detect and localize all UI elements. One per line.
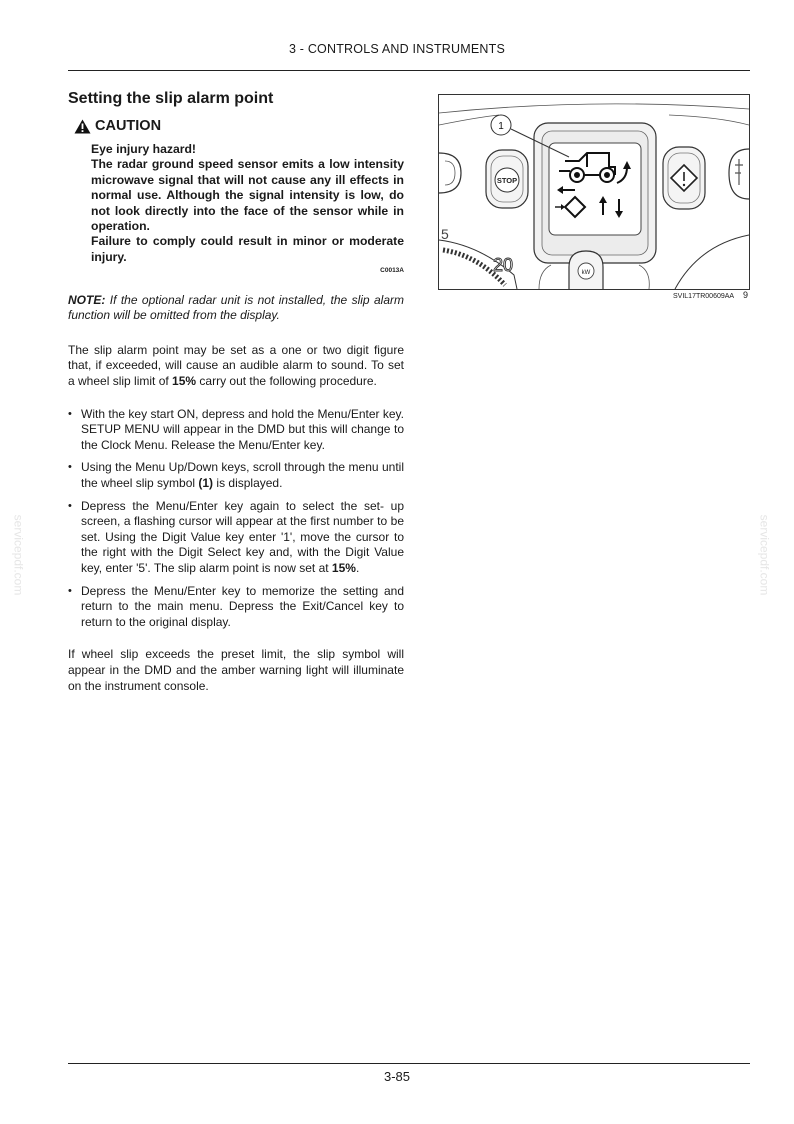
- procedure-list: [68, 407, 404, 631]
- caution-heading: [74, 118, 404, 134]
- scale-number-left: 5: [441, 226, 449, 242]
- page-header-title: 3 - CONTROLS AND INSTRUMENTS: [288, 42, 506, 56]
- step-text-end: .: [355, 560, 360, 575]
- list-item: [68, 499, 404, 577]
- caution-code: C0013A: [380, 267, 404, 275]
- instrument-panel-figure: [438, 94, 750, 290]
- footer-rule: [68, 1063, 750, 1064]
- header-rule: [68, 70, 750, 71]
- note-paragraph: [68, 293, 404, 324]
- figure-number: 9: [743, 290, 749, 300]
- step-text: With the key start ON, depress and hold the Menu/Enter key. SETUP MENU will appear in the DMD but this will change to the Clock Menu. Release the Menu/Enter key.: [81, 406, 404, 452]
- caution-line-hazard: Eye injury hazard!: [91, 142, 196, 156]
- step-text: Depress the Menu/Enter key to memorize the setting and return to the main menu. Depress the Exit/Cancel key to return to the original display.: [81, 583, 404, 629]
- note-label: NOTE:: [68, 292, 106, 307]
- intro-paragraph: [68, 343, 404, 390]
- callout-1: 1: [498, 121, 504, 132]
- kw-key-label: kW: [581, 270, 591, 276]
- caution-line-description: The radar ground speed sensor emits a low intensity microwave signal that will not cause any ill effects in normal use. Although the signal intensity is low, do not look directly into the face of the sensor while in operation.: [91, 157, 404, 234]
- step-ref: (1): [198, 476, 214, 490]
- list-item: [68, 460, 404, 491]
- caution-label: CAUTION: [95, 118, 162, 134]
- intro-text: The slip alarm point may be set as a one or two digit figure that, if exceeded, will cause an audible alarm to sound. To set a wheel slip limit of: [68, 342, 404, 389]
- step-value: 15%: [331, 560, 356, 575]
- warning-triangle-icon: [74, 119, 91, 134]
- intro-text-end: carry out the following procedure.: [196, 374, 377, 389]
- watermark-right: servicepdf.com: [757, 514, 772, 596]
- caution-line-consequence: Failure to comply could result in minor or moderate injury.: [91, 234, 404, 264]
- instrument-panel-drawing: [439, 95, 749, 289]
- stop-key-label: STOP: [496, 176, 518, 185]
- scale-number: 20: [493, 255, 514, 275]
- list-item: [68, 584, 404, 631]
- page-number: 3-85: [383, 1069, 411, 1084]
- list-item: [68, 407, 404, 454]
- section-title: Setting the slip alarm point: [68, 90, 274, 107]
- note-text: If the optional radar unit is not installed, the slip alarm function will be omitted from the display.: [68, 292, 404, 323]
- figure-code: SVIL17TR00609AA: [673, 293, 735, 300]
- intro-value: 15%: [172, 374, 197, 389]
- closing-paragraph: If wheel slip exceeds the preset limit, the slip symbol will appear in the DMD and the amber warning light will illuminate on the instrument console.: [68, 647, 404, 693]
- step-text-end: is displayed.: [213, 476, 283, 490]
- main-column: [68, 90, 404, 694]
- step-text: Using the Menu Up/Down keys, scroll through the menu until the wheel slip symbol: [81, 460, 404, 490]
- step-text: Depress the Menu/Enter key again to select the set- up screen, a flashing cursor will appear at the first number to be set. Using the Digit Value key enter '1', move the cursor to the right with the Digit Select key and, with the Digit Value key, enter '5'. The slip alarm point is now set at: [81, 498, 404, 575]
- watermark-left: servicepdf.com: [11, 514, 26, 596]
- caution-body: [91, 142, 404, 279]
